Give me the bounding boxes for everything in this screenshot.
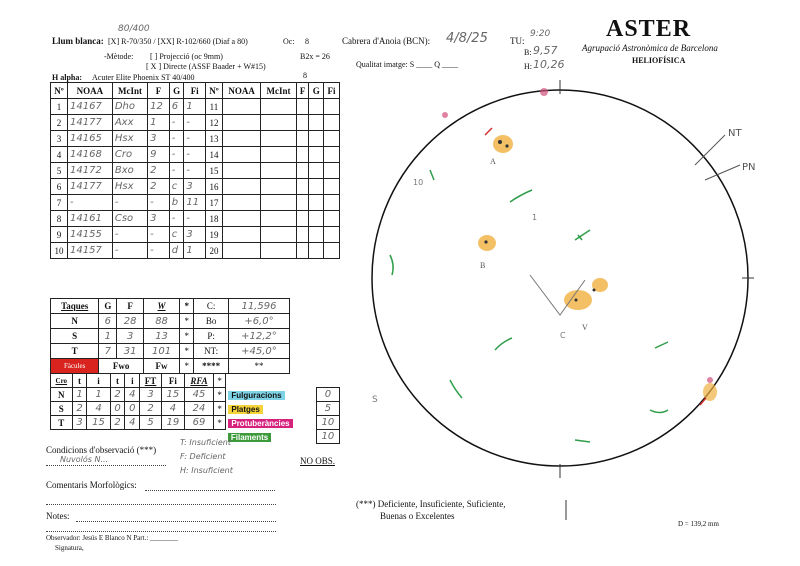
header-i1: i [87,374,110,388]
f-value: - [148,227,170,243]
row-number: 5 [51,163,68,179]
feature-value: 5 [316,402,339,416]
pn-label: PN [742,162,756,173]
empty-cell [222,195,260,211]
c-value: 11,596 [228,299,289,314]
empty-cell [309,195,324,211]
row-number-2: 12 [205,115,222,131]
row-number-2: 15 [205,163,222,179]
empty-cell [309,131,324,147]
row-number-2: 17 [205,195,222,211]
mcintosh-class: Bxo [112,163,147,179]
mcintosh-class: - [112,243,147,259]
spot-group-east-limb [700,383,717,405]
feature-value: 10 [316,416,339,430]
counts-w: 13 [143,329,179,344]
counts-key: Bo [194,314,229,329]
empty-cell [222,179,260,195]
solar-disk-drawing [350,80,790,520]
counts-label: S [51,329,99,344]
brand-section: HELIOFÍSICA [632,56,686,65]
halpha-label: H alpha: [52,73,83,82]
noaa-table-row [51,99,340,115]
row-number-2: 14 [205,147,222,163]
disk-label-10: 10 [413,178,424,187]
mcintosh-class: Hsx [112,179,147,195]
filaments-label: Filaments [228,433,271,442]
row-number: 9 [51,227,68,243]
empty-cell [261,227,296,243]
noaa-number: 14165 [68,131,113,147]
cro-value: 19 [161,416,184,430]
mcintosh-class: Cro [112,147,147,163]
mcintosh-class: Hsx [112,131,147,147]
empty-cell [296,99,309,115]
empty-cell [222,131,260,147]
empty-cell [261,163,296,179]
cro-value: 2 [110,416,125,430]
counts-key: P: [194,329,229,344]
cro-star: * [213,402,225,416]
b-value: 9,57 [533,44,558,57]
counts-row [51,344,290,359]
empty-cell [222,243,260,259]
g-value: d [169,243,184,259]
counts-w: 88 [143,314,179,329]
empty-cell [309,163,324,179]
fi-value: 11 [184,195,206,211]
spot-group-a [485,128,513,166]
metode-directe: [ X ] Directe (ASSF Baader + W#15) [146,62,266,71]
fi-value: 1 [184,243,206,259]
feature-label: Protuberàncies [228,419,292,428]
header-w: W [143,299,179,314]
cro-value: 15 [87,416,110,430]
f-value: 3 [148,211,170,227]
fi-value: 1 [184,99,206,115]
cro-value: 3 [72,416,87,430]
empty-cell [309,147,324,163]
stars-label: **** [194,359,229,374]
filaments [390,170,668,442]
noaa-table [50,82,340,259]
mcintosh-class: Dho [112,99,147,115]
header-star: * [180,299,194,314]
f-value: 2 [148,179,170,195]
header-fi2: Fi [324,83,340,99]
cro-value: 4 [87,402,110,416]
no-obs-label: NO OBS. [300,456,336,466]
empty-cell [324,115,340,131]
feature-label: Fulguracions [228,391,284,400]
counts-key: NT: [194,344,229,359]
observation-date: 4/8/25 [446,31,488,46]
noaa-table-row [51,115,340,131]
cro-value: 45 [185,388,214,402]
feature-value: 0 [316,388,339,402]
mcintosh-class: - [112,195,147,211]
counts-g: 1 [99,329,117,344]
f-value: - [148,195,170,211]
noaa-number: 14168 [68,147,113,163]
empty-cell [296,131,309,147]
noaa-table-row [51,227,340,243]
cro-value: 2 [140,402,162,416]
header-f: F [117,299,144,314]
cro-label: S [51,402,73,416]
counts-f: 3 [117,329,144,344]
row-number: 7 [51,195,68,211]
spot-a-label: A [490,157,496,166]
notes-line-2 [46,530,276,532]
empty-cell [222,163,260,179]
g-value: - [169,131,184,147]
mcintosh-class: Cso [112,211,147,227]
cro-value: 0 [110,402,125,416]
row-number-2: 19 [205,227,222,243]
disk-label-1: 1 [532,213,538,222]
h-label: H: [524,62,532,71]
noaa-number: 14172 [68,163,113,179]
halpha-oc-value: 8 [303,71,307,80]
empty-cell [296,227,309,243]
g-value: 6 [169,99,184,115]
noaa-number: - [68,195,113,211]
condicions-hand-2: F: Deficient [180,452,226,461]
row-number: 1 [51,99,68,115]
cro-label: T [51,416,73,430]
empty-cell [324,99,340,115]
scope-hand-note: 80/400 [118,24,150,34]
empty-cell [324,211,340,227]
quality-legend-1: (***) Deficiente, Insuficiente, Suficiente, [356,499,506,509]
empty-cell [296,179,309,195]
metode-projeccio: [ ] Projecció (oc 9mm) [150,52,223,61]
header-c: C: [194,299,229,314]
row-number: 6 [51,179,68,195]
oc-label: Oc: [283,37,295,46]
fi-value: - [184,131,206,147]
empty-cell [261,147,296,163]
row-number: 8 [51,211,68,227]
header-fi: Fi [161,374,184,388]
empty-cell [296,115,309,131]
counts-f: 31 [117,344,144,359]
empty-cell [309,227,324,243]
disk-label-c: C [560,331,566,340]
empty-cell [309,179,324,195]
g-value: - [169,115,184,131]
fwo-label: Fwo [99,359,144,374]
cro-value: 3 [140,388,162,402]
header-f2: F [296,83,309,99]
tu-label: TU: [510,36,525,46]
fi-value: 3 [184,179,206,195]
pn-line [705,165,740,180]
noaa-number: 14155 [68,227,113,243]
row-number-2: 18 [205,211,222,227]
row-number-2: 20 [205,243,222,259]
noaa-table-row [51,211,340,227]
b-label: B: [524,48,532,57]
empty-cell [261,99,296,115]
halpha-value: Acuter Elite Phoenix ST 40/400 [92,73,195,82]
cro-value: 4 [125,388,140,402]
disk-diameter: D = 139,2 mm [678,520,719,528]
noaa-number: 14167 [68,99,113,115]
counts-header [51,299,290,314]
row-number: 10 [51,243,68,259]
fi-value: - [184,163,206,179]
mcintosh-class: - [112,227,147,243]
cro-value: 15 [161,388,184,402]
tu-value: 9:20 [530,29,551,39]
row-number-2: 13 [205,131,222,147]
brand-subtitle: Agrupació Astronòmica de Barcelona [582,43,718,53]
counts-table [50,298,290,374]
header-noaa: NOAA [68,83,113,99]
cro-label: N [51,388,73,402]
cro-value: 0 [125,402,140,416]
counts-star: * [180,329,194,344]
header-taques: Taques [51,299,99,314]
condicions-label: Condicions d'observació (***) [46,445,157,455]
noaa-number: 14177 [68,115,113,131]
fi-value: - [184,147,206,163]
disk-label-s: S [372,395,378,405]
g-value: - [169,147,184,163]
header-star: * [213,374,225,388]
brand-title: ASTER [606,16,692,42]
counts-label: N [51,314,99,329]
empty-cell [261,131,296,147]
row-number-2: 16 [205,179,222,195]
cro-value: 5 [140,416,162,430]
f-value: 1 [148,115,170,131]
comentaris-line-2 [46,503,276,505]
g-value: c [169,227,184,243]
counts-f: 28 [117,314,144,329]
cro-value: 4 [161,402,184,416]
row-number: 3 [51,131,68,147]
facules-label: Fàcules [51,359,99,374]
double-star: ** [228,359,289,374]
cro-table [50,373,340,444]
empty-cell [324,179,340,195]
counts-row [51,329,290,344]
cro-value: 1 [72,388,87,402]
empty-cell [222,211,260,227]
nt-label: NT [728,128,742,139]
header-ft: FT [140,374,162,388]
noaa-number: 14157 [68,243,113,259]
counts-g: 7 [99,344,117,359]
header-cro: Cro [51,374,73,388]
empty-cell [261,179,296,195]
empty-cell [324,163,340,179]
f-value: 2 [148,163,170,179]
b2x-value: B2x = 26 [300,52,330,61]
metode-label: -Mètode: [104,52,134,61]
header-mcint2: McInt [261,83,296,99]
header-n2: Nº [205,83,222,99]
g-value: - [169,211,184,227]
spot-v-label: V [582,323,588,332]
empty-cell [309,99,324,115]
header-f: F [148,83,170,99]
comentaris-line [145,489,275,491]
feature-label: Platges [228,405,262,414]
condicions-hand-left: Nuvolós N... [60,455,109,464]
oc-value: 8 [305,37,309,46]
row-number: 2 [51,115,68,131]
empty-cell [309,243,324,259]
header-rfa: RFA [185,374,214,388]
empty-cell [261,211,296,227]
cro-star: * [213,388,225,402]
cro-row [51,388,340,402]
f-value: 9 [148,147,170,163]
signatura-label: Signatura, [55,544,84,552]
empty-cell [324,147,340,163]
header-mcint: McInt [112,83,147,99]
facules-row [51,359,290,374]
comentaris-label: Comentaris Morfològics: [46,480,137,490]
counts-star: * [180,314,194,329]
header-noaa2: NOAA [222,83,260,99]
empty-cell [261,195,296,211]
mcintosh-class: Axx [112,115,147,131]
empty-cell [296,147,309,163]
noaa-table-row [51,195,340,211]
scope-options: [X] R-70/350 / [XX] R-102/660 (Diaf a 80) [108,37,248,46]
empty-cell [222,227,260,243]
header-t2: t [110,374,125,388]
header-i2: i [125,374,140,388]
row-number: 4 [51,147,68,163]
condicions-hand-1: T: Insuficient [180,438,231,447]
noaa-number: 14177 [68,179,113,195]
location: Cabrera d'Anoia (BCN): [342,36,431,46]
solar-disk-outline [372,90,748,466]
qualitat-imatge: Qualitat imatge: S ____ Q ____ [356,60,458,69]
counts-label: T [51,344,99,359]
empty-cell [222,99,260,115]
filaments-value: 10 [316,430,339,444]
cro-value: 24 [185,402,214,416]
notes-label: Notes: [46,511,70,521]
noaa-number: 14161 [68,211,113,227]
spot-group-b [478,235,496,270]
f-value: - [148,243,170,259]
f-value: 12 [148,99,170,115]
spot-b-label: B [480,261,486,270]
cro-row [51,402,340,416]
counts-value: +6,0° [228,314,289,329]
nt-line [695,135,725,165]
noaa-table-row [51,179,340,195]
counts-g: 6 [99,314,117,329]
header-g: G [169,83,184,99]
g-value: b [169,195,184,211]
g-value: c [169,179,184,195]
h-value: 10,26 [533,58,565,71]
header-t1: t [72,374,87,388]
noaa-table-row [51,131,340,147]
notes-line [76,520,276,522]
noaa-table-row [51,147,340,163]
empty-cell [324,195,340,211]
cro-value: 4 [125,416,140,430]
empty-cell [309,115,324,131]
counts-star: * [180,344,194,359]
observador-label: Observador: Jesús E Blanco N Part.: ________ [46,534,179,542]
header-g: G [99,299,117,314]
counts-value: +45,0° [228,344,289,359]
facules-star: * [180,359,194,374]
counts-row [51,314,290,329]
condicions-hand-3: H: Insuficient [180,466,233,475]
empty-cell [324,227,340,243]
empty-cell [261,243,296,259]
empty-cell [222,115,260,131]
empty-cell [296,195,309,211]
empty-cell [324,243,340,259]
empty-cell [296,211,309,227]
noaa-table-header [51,83,340,99]
cro-row [51,416,340,430]
quality-legend-2: Buenas o Excelentes [380,511,455,521]
llum-blanca-label: Llum blanca: [52,36,104,46]
condicions-line [46,464,166,466]
noaa-table-row [51,243,340,259]
spot-group-c [530,275,608,332]
counts-w: 101 [143,344,179,359]
noaa-table-row [51,163,340,179]
fi-value: 3 [184,227,206,243]
cro-value: 2 [110,388,125,402]
cro-value: 2 [72,402,87,416]
header-n: Nº [51,83,68,99]
empty-cell [296,243,309,259]
g-value: - [169,163,184,179]
fw-label: Fw [143,359,179,374]
cro-value: 1 [87,388,110,402]
header-fi: Fi [184,83,206,99]
empty-cell [324,131,340,147]
row-number-2: 11 [205,99,222,115]
fi-value: - [184,115,206,131]
counts-value: +12,2° [228,329,289,344]
header-g2: G [309,83,324,99]
cro-header [51,374,340,388]
empty-cell [222,147,260,163]
fi-value: - [184,211,206,227]
cro-value: 69 [185,416,214,430]
empty-cell [261,115,296,131]
empty-cell [296,163,309,179]
f-value: 3 [148,131,170,147]
empty-cell [309,211,324,227]
cro-star: * [213,416,225,430]
